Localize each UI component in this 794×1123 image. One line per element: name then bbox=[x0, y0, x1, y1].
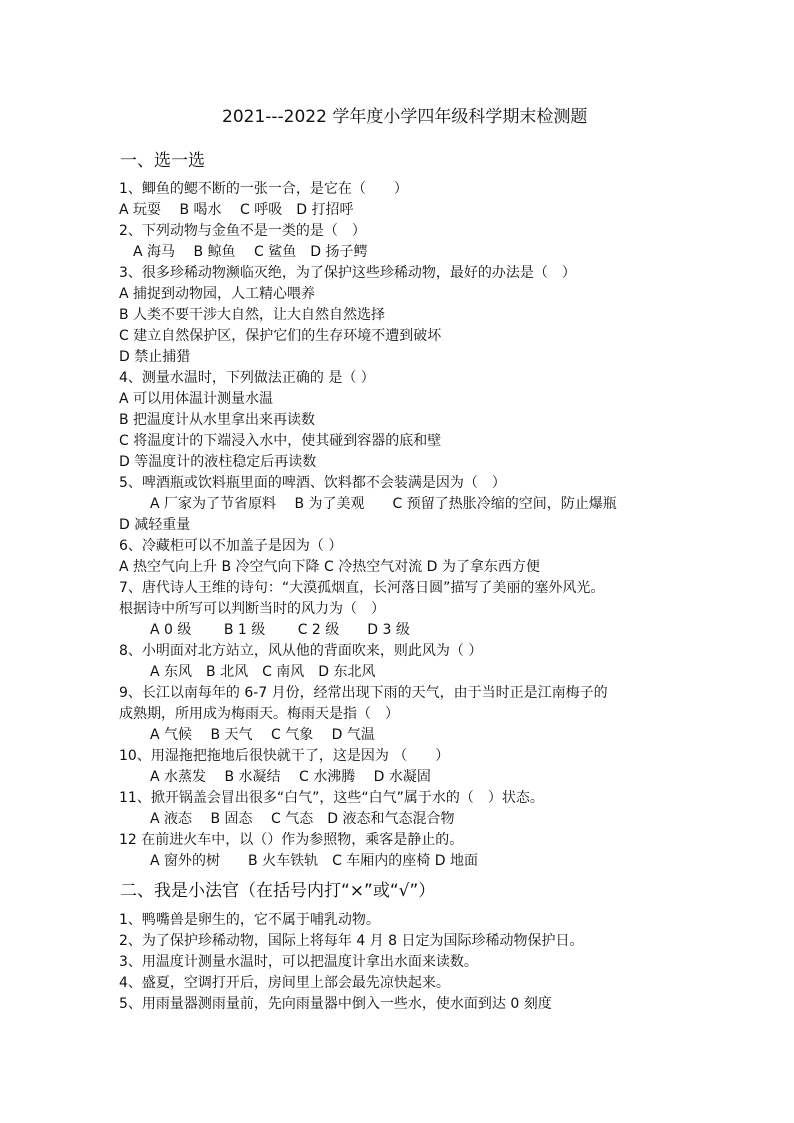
tf-item-5: 5、用雨量器测雨量前，先向雨量器中倒入一些水，使水面到达 0 刻度 bbox=[119, 996, 552, 1012]
q12-options: A 窗外的树 B 火车铁轨 C 车厢内的座椅 D 地面 bbox=[150, 853, 478, 869]
q3-stem: 3、很多珍稀动物濒临灭绝，为了保护这些珍稀动物，最好的办法是（ ） bbox=[119, 265, 576, 281]
q3-option-c: C 建立自然保护区，保护它们的生存环境不遭到破坏 bbox=[119, 328, 442, 344]
q5-options: A 厂家为了节省原料 B 为了美观 C 预留了热胀冷缩的空间，防止爆瓶 bbox=[150, 496, 617, 512]
q8-stem: 8、小明面对北方站立，风从他的背面吹来，则此风为（ ） bbox=[119, 643, 483, 659]
q7-stem-cont: 根据诗中所写可以判断当时的风力为（ ） bbox=[119, 601, 385, 617]
q7-options: A 0 级 B 1 级 C 2 级 D 3 级 bbox=[150, 622, 410, 638]
q9-stem-cont: 成熟期，所用成为梅雨天。梅雨天是指（ ） bbox=[119, 706, 399, 722]
section2-heading: 二、我是小法官（在括号内打“×”或“√”） bbox=[120, 881, 436, 901]
q11-options: A 液态 B 固态 C 气态 D 液态和气态混合物 bbox=[150, 811, 455, 827]
q9-stem: 9、长江以南每年的 6-7 月份，经常出现下雨的天气，由于当时正是江南梅子的 bbox=[119, 685, 608, 701]
q6-options: A 热空气向上升 B 冷空气向下降 C 冷热空气对流 D 为了拿东西方便 bbox=[119, 559, 540, 575]
q1-stem: 1、鲫鱼的鳃不断的一张一合，是它在（ ） bbox=[119, 181, 408, 197]
q4-option-b: B 把温度计从水里拿出来再读数 bbox=[119, 412, 316, 428]
section1-heading: 一、选一选 bbox=[120, 151, 205, 171]
q10-options: A 水蒸发 B 水凝结 C 水沸腾 D 水凝固 bbox=[150, 769, 431, 785]
q3-option-a: A 捕捉到动物园，人工精心喂养 bbox=[119, 286, 316, 302]
q4-stem: 4、测量水温时，下列做法正确的 是（ ） bbox=[119, 370, 375, 386]
q4-option-c: C 将温度计的下端浸入水中，使其碰到容器的底和壁 bbox=[119, 433, 442, 449]
q2-stem: 2、下列动物与金鱼不是一类的是（ ） bbox=[119, 223, 366, 239]
q4-option-d: D 等温度计的液柱稳定后再读数 bbox=[119, 454, 317, 470]
q3-option-b: B 人类不要干涉大自然，让大自然自然选择 bbox=[119, 307, 386, 323]
q6-stem: 6、冷藏柜可以不加盖子是因为（ ） bbox=[119, 538, 343, 554]
tf-item-1: 1、鸭嘴兽是卵生的，它不属于哺乳动物。 bbox=[119, 912, 380, 928]
tf-item-2: 2、为了保护珍稀动物，国际上将每年 4 月 8 日定为国际珍稀动物保护日。 bbox=[119, 933, 584, 949]
q5-stem: 5、啤酒瓶或饮料瓶里面的啤酒、饮料都不会装满是因为（ ） bbox=[119, 475, 506, 491]
q10-stem: 10、用湿拖把拖地后很快就干了，这是因为 （ ） bbox=[119, 748, 450, 764]
q4-option-a: A 可以用体温计测量水温 bbox=[119, 391, 274, 407]
q12-stem: 12 在前进火车中，以（）作为参照物，乘客是静止的。 bbox=[119, 832, 464, 848]
q7-stem: 7、唐代诗人王维的诗句：“大漠孤烟直，长河落日圆”描写了美丽的塞外风光。 bbox=[119, 580, 605, 596]
q9-options: A 气候 B 天气 C 气象 D 气温 bbox=[150, 727, 375, 743]
q3-option-d: D 禁止捕猎 bbox=[119, 349, 191, 365]
q1-options: A 玩耍 B 喝水 C 呼吸 D 打招呼 bbox=[119, 202, 354, 218]
exam-title: 2021---2022 学年度小学四年级科学期末检测题 bbox=[222, 107, 588, 127]
q11-stem: 11、掀开锅盖会冒出很多“白气”，这些“白气”属于水的（ ）状态。 bbox=[119, 790, 544, 806]
tf-item-3: 3、用温度计测量水温时，可以把温度计拿出水面来读数。 bbox=[119, 954, 478, 970]
q8-options: A 东风 B 北风 C 南风 D 东北风 bbox=[150, 664, 376, 680]
q5-option-d: D 减轻重量 bbox=[119, 517, 191, 533]
tf-item-4: 4、盛夏，空调打开后，房间里上部会最先凉快起来。 bbox=[119, 975, 450, 991]
q2-options: A 海马 B 鲸鱼 C 鲨鱼 D 扬子鳄 bbox=[119, 244, 368, 260]
